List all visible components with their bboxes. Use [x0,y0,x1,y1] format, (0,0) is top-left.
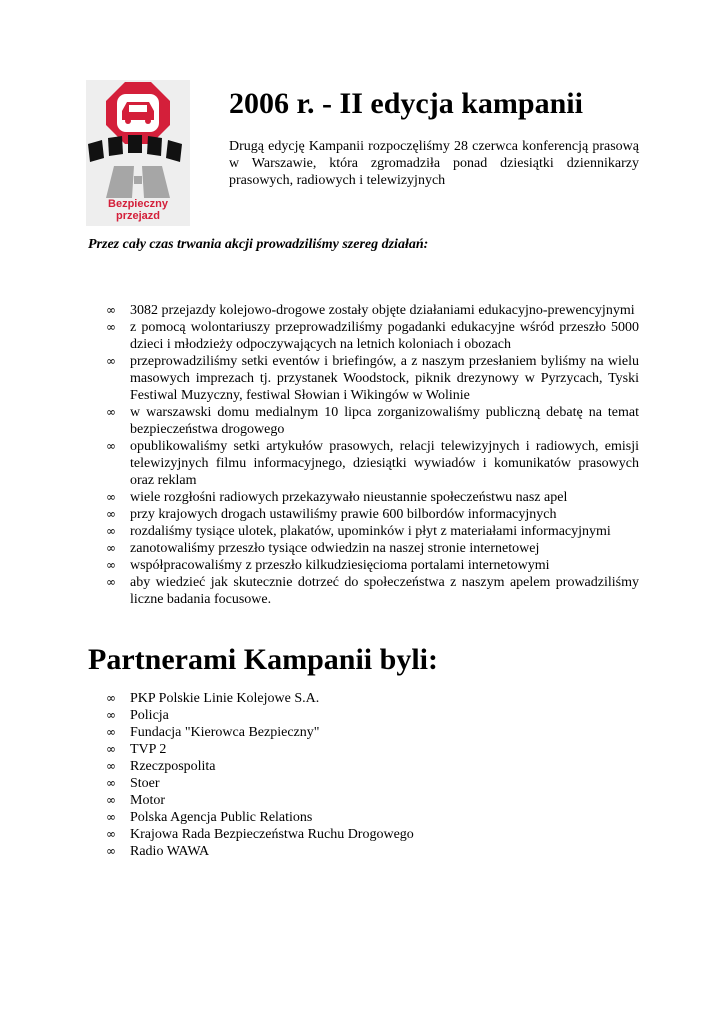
list-item-text: opublikowaliśmy setki artykułów prasowych, relacji telewizyjnych i radiowych, emisji telewizyjnych filmu informacyjnego, dziesiątki wywiadów i komunikatów prasowych oraz reklam [130,439,639,488]
list-item [106,557,639,574]
list-item [106,489,639,506]
list-item-text: Fundacja "Kierowca Bezpieczny" [130,725,320,740]
bullet-icon: ∞ [106,354,116,368]
list-item-text: Stoer [130,776,160,791]
bullet-icon: ∞ [106,541,116,555]
bullet-icon: ∞ [106,439,116,453]
list-item-text: TVP 2 [130,742,167,757]
list-item [106,809,639,826]
actions-lead: Przez cały czas trwania akcji prowadziliśmy szereg działań: [88,237,429,252]
bullet-icon: ∞ [106,725,116,739]
bullet-icon: ∞ [106,742,116,756]
bullet-icon: ∞ [106,708,116,722]
bullet-icon: ∞ [106,524,116,538]
partners-heading: Partnerami Kampanii byli: [88,643,438,676]
campaign-logo [86,80,190,226]
list-item [106,792,639,809]
bullet-icon: ∞ [106,303,116,317]
bullet-icon: ∞ [106,691,116,705]
list-item [106,826,639,843]
intro-paragraph: Drugą edycję Kampanii rozpoczęliśmy 28 czerwca konferencją prasową w Warszawie, która zgromadziła ponad dziesiątki dziennikarzy prasowych, radiowych i telewizyjnych [229,139,639,188]
logo-text-line2: przejazd [115,210,160,222]
list-item [106,506,639,523]
rail-crossing-icon [88,135,182,162]
actions-list [106,302,639,608]
list-item [106,843,639,860]
bullet-icon: ∞ [106,405,116,419]
list-item-text: PKP Polskie Linie Kolejowe S.A. [130,691,320,706]
list-item-text: przeprowadziliśmy setki eventów i briefingów, a z naszym przesłaniem byliśmy na wielu masowych imprezach tj. przystanek Woodstock, piknik drezynowy w Pyrzycach, Tyski Festiwal Muzyczny, festiwal Słowian i Wikingów w Wolinie [130,354,639,403]
list-item [106,741,639,758]
bullet-icon: ∞ [106,827,116,841]
list-item-text: Polska Agencja Public Relations [130,810,313,825]
list-item-text: z pomocą wolontariuszy przeprowadziliśmy pogadanki edukacyjne wśród przeszło 5000 dzieci i młodzieży odpoczywających na letnich koloniach i obozach [130,320,639,352]
bullet-icon: ∞ [106,507,116,521]
list-item [106,319,639,353]
list-item [106,690,639,707]
bullet-icon: ∞ [106,575,116,589]
bullet-icon: ∞ [106,793,116,807]
bullet-icon: ∞ [106,776,116,790]
bullet-icon: ∞ [106,759,116,773]
list-item [106,302,639,319]
list-item [106,540,639,557]
list-item [106,758,639,775]
list-item [106,574,639,608]
list-item [106,438,639,489]
list-item [106,523,639,540]
list-item-text: Krajowa Rada Bezpieczeństwa Ruchu Drogowego [130,827,414,842]
list-item-text: wiele rozgłośni radiowych przekazywało nieustannie społeczeństwu nasz apel [130,490,568,505]
list-item-text: w warszawski domu medialnym 10 lipca zorganizowaliśmy publiczną debatę na temat bezpieczeństwa drogowego [130,405,639,437]
list-item-text: 3082 przejazdy kolejowo-drogowe zostały objęte działaniami edukacyjno-prewencyjnymi [130,303,635,318]
bullet-icon: ∞ [106,320,116,334]
list-item [106,775,639,792]
list-item-text: Policja [130,708,169,723]
list-item-text: rozdaliśmy tysiące ulotek, plakatów, upominków i płyt z materiałami informacyjnymi [130,524,611,539]
bullet-icon: ∞ [106,810,116,824]
list-item [106,707,639,724]
list-item-text: zanotowaliśmy przeszło tysiące odwiedzin na naszej stronie internetowej [130,541,540,556]
list-item [106,404,639,438]
list-item-text: Radio WAWA [130,844,210,859]
list-item-text: aby wiedzieć jak skutecznie dotrzeć do społeczeństwa z naszym apelem prowadziliśmy liczne badania focusowe. [130,575,639,607]
list-item [106,724,639,741]
bullet-icon: ∞ [106,844,116,858]
list-item-text: przy krajowych drogach ustawiliśmy prawie 600 bilbordów informacyjnych [130,507,557,522]
list-item-text: Rzeczpospolita [130,759,216,774]
list-item [106,353,639,404]
logo-text-line1: Bezpieczny [108,198,168,210]
list-item-text: Motor [130,793,165,808]
road-icon [106,166,134,198]
page-title: 2006 r. - II edycja kampanii [229,87,583,120]
bullet-icon: ∞ [106,558,116,572]
bullet-icon: ∞ [106,490,116,504]
list-item-text: współpracowaliśmy z przeszło kilkudziesięcioma portalami internetowymi [130,558,550,573]
partners-list [106,690,639,860]
